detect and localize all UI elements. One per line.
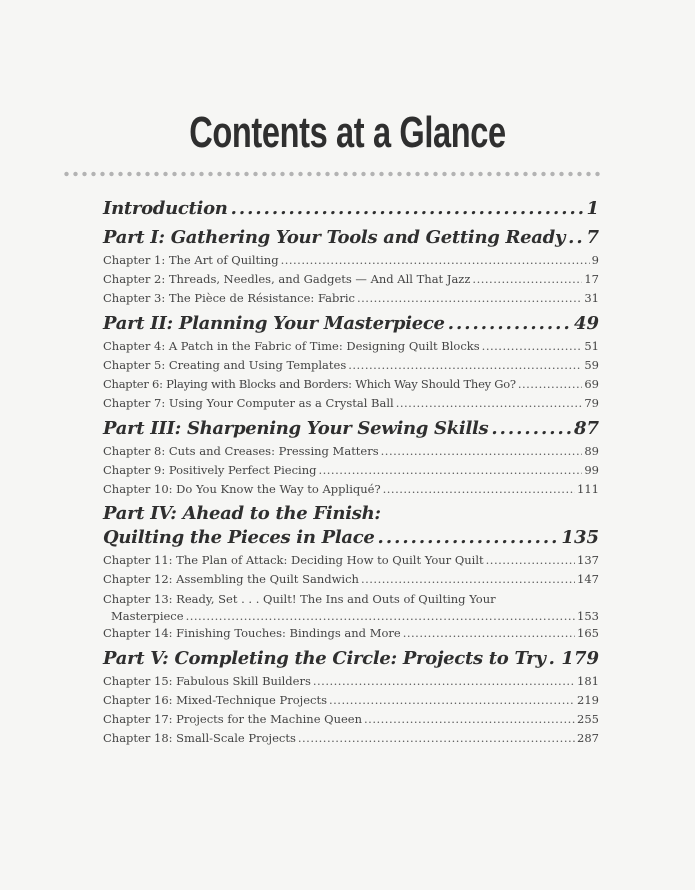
dot-leader [486,551,575,570]
toc-chapter-4[interactable] [103,337,599,356]
toc-part-1[interactable] [103,225,599,251]
toc-chapter-label: Chapter 13: Ready, Set . . . Quilt! The Ins and Outs of Quilting Your [103,592,496,606]
toc-page-number: 79 [584,396,599,410]
toc-chapter-18[interactable] [103,729,599,748]
dot-leader [396,394,583,413]
toc-page-number: 49 [573,313,599,334]
toc-page-number: 59 [584,358,599,372]
table-of-contents [103,193,599,748]
dot-leader [383,480,575,499]
dot-leader [403,624,575,643]
dot-leader [518,375,583,394]
toc-part-5[interactable] [103,646,599,672]
dotted-divider [62,170,602,178]
dot-leader [448,311,571,337]
toc-page-number: 135 [561,527,599,548]
toc-part-label: Part III: Sharpening Your Sewing Skills [103,418,489,439]
dot-leader [348,356,582,375]
dot-leader [378,525,559,551]
toc-page-number: 89 [584,444,599,458]
toc-chapter-label: Chapter 9: Positively Perfect Piecing [103,463,317,477]
toc-chapter-12[interactable] [103,570,599,589]
toc-page-number: 137 [577,553,599,567]
toc-chapter-15[interactable] [103,672,599,691]
toc-part-label: Part V: Completing the Circle: Projects to Try [103,648,546,669]
toc-page-number: 255 [577,712,599,726]
toc-chapter-1[interactable] [103,251,599,270]
toc-chapter-label: Chapter 8: Cuts and Creases: Pressing Matters [103,444,379,458]
toc-part-label: Part IV: Ahead to the Finish: [103,503,381,524]
toc-chapter-13[interactable] [103,591,599,624]
toc-chapter-label-continued: Masterpiece [111,609,184,623]
toc-page-number: 31 [584,291,599,305]
dot-leader [281,251,590,270]
toc-page-number: 69 [584,377,599,391]
toc-chapter-label: Chapter 14: Finishing Touches: Bindings and More [103,626,401,640]
toc-page-number: 219 [577,693,599,707]
toc-chapter-label: Chapter 4: A Patch in the Fabric of Time: Designing Quilt Blocks [103,339,480,353]
toc-chapter-label: Chapter 5: Creating and Using Templates [103,358,347,372]
dot-leader [491,416,571,442]
toc-part-label: Introduction [103,198,228,219]
toc-page-number: 87 [573,418,599,439]
toc-chapter-16[interactable] [103,691,599,710]
toc-chapter-7[interactable] [103,394,599,413]
toc-page-number: 147 [577,572,599,586]
dot-leader [329,691,575,710]
toc-chapter-label: Chapter 11: The Plan of Attack: Deciding How to Quilt Your Quilt [103,553,484,567]
dot-leader [231,196,584,222]
toc-chapter-label: Chapter 16: Mixed-Technique Projects [103,693,327,707]
dot-leader [186,608,575,624]
toc-part-label: Part II: Planning Your Masterpiece [103,313,445,334]
toc-chapter-8[interactable] [103,442,599,461]
dot-leader [568,225,583,251]
toc-chapter-11[interactable] [103,551,599,570]
dot-leader [364,710,575,729]
toc-chapter-label: Chapter 2: Threads, Needles, and Gadgets — And All That Jazz [103,272,471,286]
toc-chapter-label: Chapter 7: Using Your Computer as a Crystal Ball [103,396,394,410]
toc-chapter-14[interactable] [103,624,599,643]
toc-chapter-2[interactable] [103,270,599,289]
dot-leader [318,461,582,480]
toc-chapter-label: Chapter 1: The Art of Quilting [103,253,279,267]
toc-chapter-5[interactable] [103,356,599,375]
toc-page-number: 51 [584,339,599,353]
toc-page-number: 17 [584,272,599,286]
toc-chapter-label: Chapter 10: Do You Know the Way to Appliqué? [103,482,381,496]
toc-page-number: 9 [591,253,599,267]
toc-chapter-10[interactable] [103,480,599,499]
toc-chapter-label: Chapter 18: Small-Scale Projects [103,731,296,745]
toc-page-number: 181 [577,674,599,688]
toc-chapter-3[interactable] [103,289,599,308]
toc-chapter-6[interactable] [103,375,599,394]
dot-leader [361,570,575,589]
dot-leader [549,646,559,672]
toc-page-number: 179 [561,648,599,669]
toc-page-number: 287 [577,731,599,745]
toc-page-number: 165 [577,626,599,640]
toc-chapter-9[interactable] [103,461,599,480]
toc-page-number: 7 [586,227,599,248]
toc-part-4[interactable] [103,503,599,551]
toc-page-number: 153 [577,609,599,623]
toc-page-number: 99 [584,463,599,477]
toc-chapter-label: Chapter 15: Fabulous Skill Builders [103,674,311,688]
dot-leader [472,270,582,289]
toc-chapter-17[interactable] [103,710,599,729]
dot-leader [298,729,575,748]
toc-part-label-continued: Quilting the Pieces in Place [103,527,375,548]
toc-chapter-label: Chapter 6: Playing with Blocks and Borders: Which Way Should They Go? [103,377,516,391]
dot-leader [313,672,575,691]
toc-page-number: 111 [577,482,599,496]
toc-chapter-label: Chapter 3: The Pièce de Résistance: Fabric [103,291,355,305]
dot-leader [357,289,582,308]
dot-leader [381,442,583,461]
toc-introduction[interactable] [103,196,599,222]
toc-part-3[interactable] [103,416,599,442]
dot-leader [482,337,583,356]
toc-page-number: 1 [586,198,599,219]
page-title: Contents at a Glance [189,108,506,157]
toc-part-2[interactable] [103,311,599,337]
toc-chapter-label: Chapter 12: Assembling the Quilt Sandwich [103,572,359,586]
toc-chapter-label: Chapter 17: Projects for the Machine Queen [103,712,363,726]
toc-part-label: Part I: Gathering Your Tools and Getting Ready [103,227,566,248]
